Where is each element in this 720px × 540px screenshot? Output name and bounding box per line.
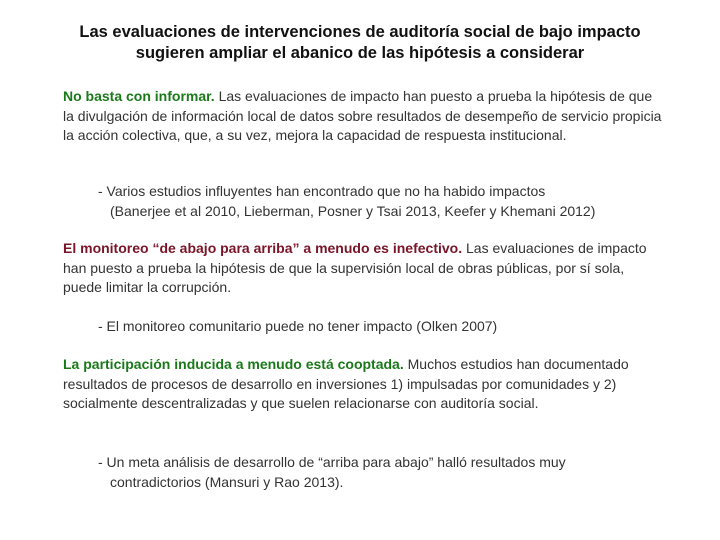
- section-3-bullet-line-1: - Un meta análisis de desarrollo de “arriba para abajo” halló resultados muy: [98, 454, 566, 470]
- slide-title-line-1: Las evaluaciones de intervenciones de auditoría social de bajo impacto: [79, 23, 641, 41]
- section-2-paragraph: [63, 239, 663, 298]
- section-3-paragraph: [63, 355, 663, 414]
- section-1-bullet: [98, 181, 688, 221]
- slide-title: [40, 22, 680, 64]
- section-3-bullet: [98, 452, 688, 492]
- section-2-text: Las evaluaciones de impacto han puesto a prueba la hipótesis de que la supervisión local de obras públicas, por sí sola, puede limitar la corrupción.: [63, 240, 647, 295]
- section-2-bullet: [98, 316, 688, 336]
- section-2-lead: El monitoreo “de abajo para arriba” a menudo es inefectivo.: [63, 240, 463, 256]
- section-2-bullet-line-1: - El monitoreo comunitario puede no tener impacto (Olken 2007): [98, 318, 498, 334]
- section-3-lead: La participación inducida a menudo está cooptada.: [63, 356, 404, 372]
- slide-title-line-2: sugieren ampliar el abanico de las hipótesis a considerar: [135, 44, 585, 62]
- section-1-lead: No basta con informar.: [63, 88, 215, 104]
- section-1-text: Las evaluaciones de impacto han puesto a prueba la hipótesis de que la divulgación de información local de datos sobre resultados de desempeño de servicio propicia la acción colectiva, que, a su vez, mejora la capacidad de respuesta institucional.: [63, 88, 662, 143]
- section-1-bullet-line-1: - Varios estudios influyentes han encontrado que no ha habido impactos: [98, 183, 546, 199]
- section-3-text: Muchos estudios han documentado resultados de procesos de desarrollo en inversiones 1) impulsadas por comunidades y 2) socialmente descentralizadas y que suelen relacionarse con auditoría social.: [63, 356, 629, 411]
- section-1-bullet-line-2: (Banerjee et al 2010, Lieberman, Posner y Tsai 2013, Keefer y Khemani 2012): [110, 203, 596, 219]
- section-1-paragraph: [63, 87, 663, 146]
- section-3-bullet-line-2: contradictorios (Mansuri y Rao 2013).: [110, 474, 344, 490]
